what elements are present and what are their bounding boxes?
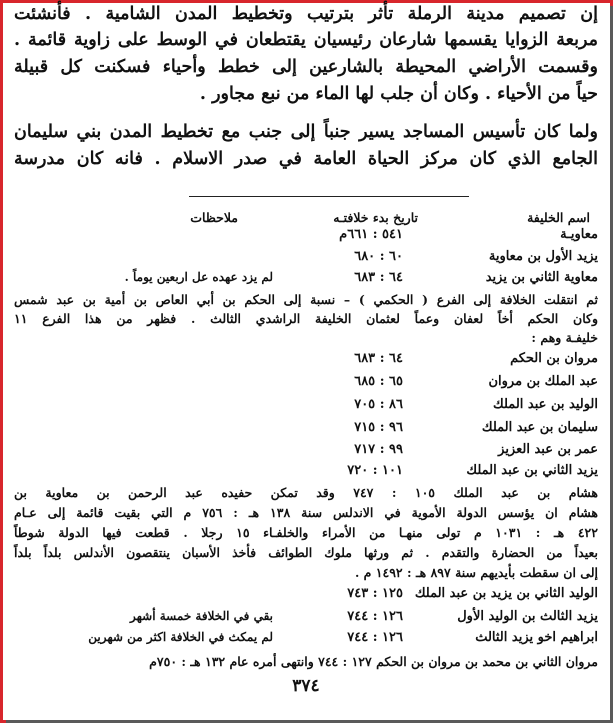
caliph-date: ٦٤ : ٦٨٣ [354,351,403,366]
table-row [14,397,598,419]
table-row [14,249,598,271]
caliph-date: ١٠١ : ٧٢٠ [347,463,403,478]
caliph-name: يزيد الأول بن معاوية [488,249,598,264]
caliph-name: مروان بن الحكم [510,351,598,366]
column-header-name: اسم الخليفة [527,210,590,225]
body-text-line: وقسمت الأراضي المحيطة بالشارعين إلى خطط وأحياء فسكنت كل قبيلة [14,57,598,77]
caliph-date: ٨٦ : ٧٠٥ [354,397,403,412]
note-text-line: ثم انتقلت الخلافة إلى الفرع ( الحكمي ) – نسبة إلى الحكم بن أبي العاص بن أمية بن عبد شمس [14,292,598,307]
note-text-line: إلى ان سقطت بأيديهم سنة ٨٩٧ هـ : ١٤٩٢ م . [354,565,598,580]
note-text-line: خليفـة وهم : [531,330,598,345]
caliph-note: لم يزد عهده عل اربعين يوماً . [124,270,273,284]
body-text-line: ولما كان تأسيس المساجد يسير جنباً إلى جنب مع تخطيط المدن بني سليمان [14,122,598,142]
caliph-date: ١٢٥ : ٧٤٣ [347,586,403,601]
body-text-line: إن تصميم مدينة الرملة تأثر بترتيب وتخطيط المدن الشامية . فأنشئت [14,4,598,24]
caliph-date: ٩٦ : ٧١٥ [354,420,403,435]
column-header-date: تاريخ بدء خلافتـه [333,210,418,225]
table-row [14,351,598,373]
table-row [14,586,598,608]
caliph-name: سليمان بن عبد الملك [481,420,598,435]
body-text-line: حياً من الأحياء . وكان أن جلب لها الماء من نبع مجاور . [199,84,598,104]
note-text-line: هشام ان يؤسس الدولة الأموية في الاندلس سنة ١٣٨ هـ : ٧٥٦ م التي بقيت قائمة إلى عـام [14,505,598,520]
page-number: ٣٧٤ [292,676,320,696]
caliph-date: ٩٩ : ٧١٧ [354,442,403,457]
caliph-date: ٦٠ : ٦٨٠ [354,249,403,264]
table-row [14,463,598,485]
column-header-notes: ملاحظات [190,210,238,225]
table-row [14,442,598,464]
note-text-line: مروان الثاني بن محمد بن مروان بن الحكم ١٢٧ : ٧٤٤ وانتهى أمره عام ١٣٢ هـ : ٧٥٠م [149,654,598,669]
body-text-line: مربعة الزوايا يقسمها شارعان رئيسيان يقتطعان في الوسط على زاوية قائمة . [14,30,598,50]
table-row [14,609,598,631]
caliph-name: ابراهيم اخو يزيد الثالث [475,630,598,645]
table-row [14,227,598,249]
note-text-line: هشام بن عبد الملك ١٠٥ : ٧٤٧ وقد تمكن حفيده عبد الرحمن بن معاوية بن [14,485,598,500]
caliph-name: يزيد الثالث بن الوليد الأول [457,609,598,624]
table-row [14,420,598,442]
caliph-date: ١٢٦ : ٧٤٤ [347,630,403,645]
footnote-rule [189,196,469,197]
caliph-name: عمر بن عبد العزيز [498,442,598,457]
caliph-name: معاويـة [560,227,598,242]
body-text-line: الجامع الذي كان مركز الحياة العامة في صدر الاسلام . فانه كان مدرسة [14,149,598,169]
note-text-line: وكان الحكم أخاً لعفان وعماً لعثمان الخليفة الراشدي الثالث . فظهر من هذا الفرع ١١ [14,311,598,326]
caliph-name: الوليد بن عبد الملك [493,397,598,412]
caliph-date: ٦٥ : ٦٨٥ [354,374,403,389]
caliph-note: بقي في الخلافة خمسة أشهر [130,609,273,623]
caliph-name: عبد الملك بن مروان [488,374,598,389]
table-row [14,270,598,292]
caliph-date: ١٢٦ : ٧٤٤ [347,609,403,624]
table-row [14,630,598,652]
caliph-date: ٦٤ : ٦٨٣ [354,270,403,285]
caliph-name: الوليد الثاني بن يزيد بن عبد الملك [414,586,598,601]
caliph-name: يزيد الثاني بن عبد الملك [466,463,598,478]
caliph-date: ٥٤١ : ٦٦١م [339,227,403,242]
caliph-name: معاوية الثاني بن يزيد [485,270,598,285]
note-text-line: بعيداً من الحضارة والتقدم . ثم ورثها ملوك الطوائف فأخذ الأسبان ينتقصون الأندلس بلداً بلداً [14,545,598,560]
caliph-note: لم يمكث في الخلافة اكثر من شهرين [88,630,273,644]
table-row [14,374,598,396]
note-text-line: ٤٢٢ هـ : ١٠٣١ م تولى منهـا من الأمراء والخلفـاء ١٥ رجلا . قطعت فيها الدولة شوطاً [14,525,598,540]
